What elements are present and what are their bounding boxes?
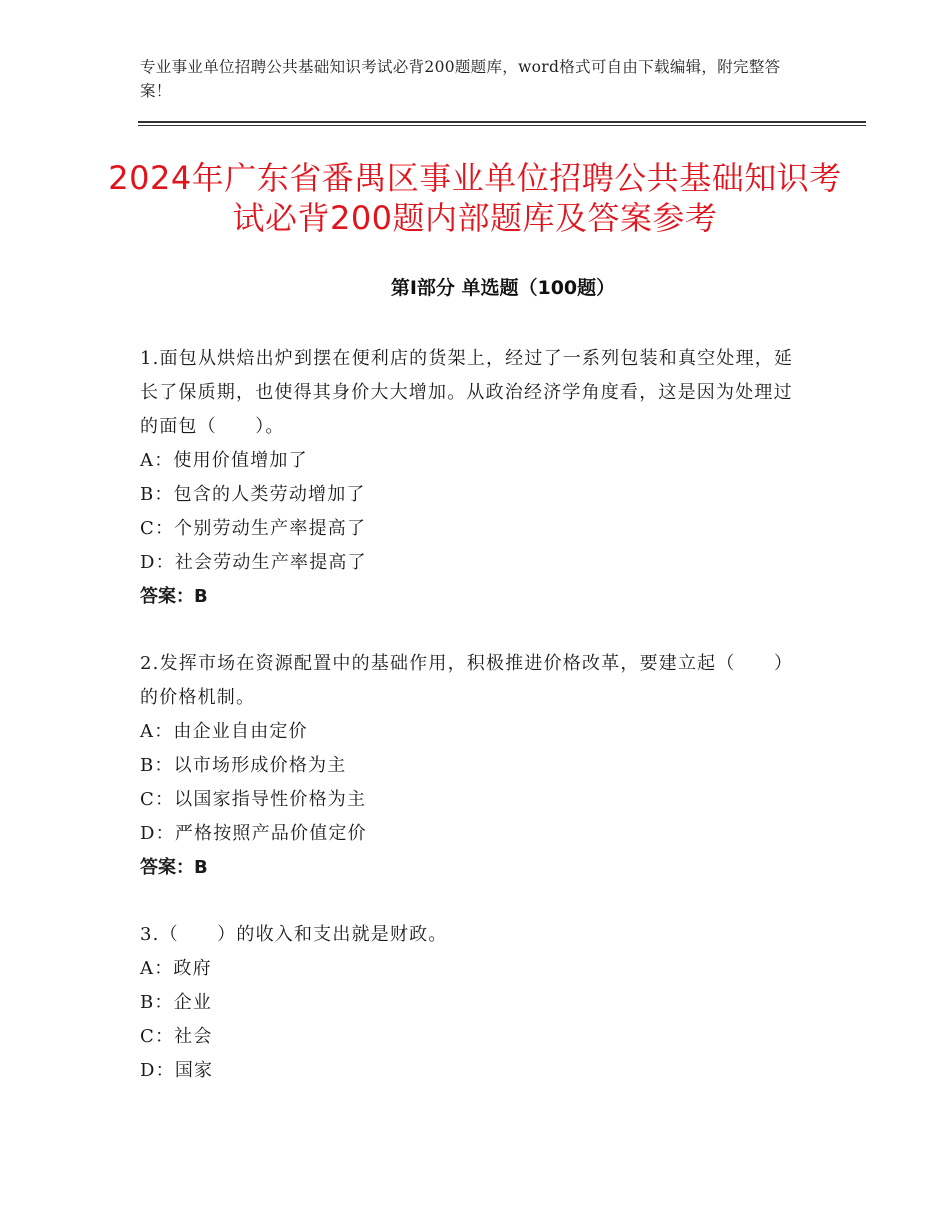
option-b: B：企业 (140, 992, 213, 1013)
option-b: B：以市场形成价格为主 (140, 755, 347, 776)
answer: 答案：B (140, 586, 208, 607)
option-d: D：国家 (140, 1060, 214, 1081)
option-a: A：由企业自由定价 (140, 721, 308, 742)
question-stem: 1.面包从烘焙出炉到摆在便利店的货架上，经过了一系列包装和真空处理，延长了保质期，也使得其身价大大增加。从政治经济学角度看，这是因为处理过的面包（ ）。 (140, 348, 794, 437)
answer: 答案：B (140, 857, 208, 878)
option-c: C：社会 (140, 1026, 213, 1047)
question-3 (140, 918, 800, 1088)
question-stem: 3.（ ）的收入和支出就是财政。 (140, 924, 448, 945)
question-2 (140, 647, 800, 885)
option-c: C：个别劳动生产率提高了 (140, 518, 367, 539)
question-list (140, 342, 800, 1121)
option-a: A：政府 (140, 958, 212, 979)
header-note: 专业事业单位招聘公共基础知识考试必背200题题库，word格式可自由下载编辑，附完整答案！ (140, 58, 781, 100)
option-d: D：社会劳动生产率提高了 (140, 552, 367, 573)
document-title: 2024年广东省番禺区事业单位招聘公共基础知识考试必背200题内部题库及答案参考 (108, 159, 842, 237)
option-c: C：以国家指导性价格为主 (140, 789, 367, 810)
option-d: D：严格按照产品价值定价 (140, 823, 367, 844)
header-divider (138, 121, 866, 126)
option-b: B：包含的人类劳动增加了 (140, 484, 366, 505)
question-1 (140, 342, 800, 614)
option-a: A：使用价值增加了 (140, 450, 308, 471)
question-stem: 2.发挥市场在资源配置中的基础作用，积极推进价格改革，要建立起（ ）的价格机制。 (140, 653, 794, 708)
section-title: 第Ⅰ部分 单选题（100题） (390, 277, 616, 299)
